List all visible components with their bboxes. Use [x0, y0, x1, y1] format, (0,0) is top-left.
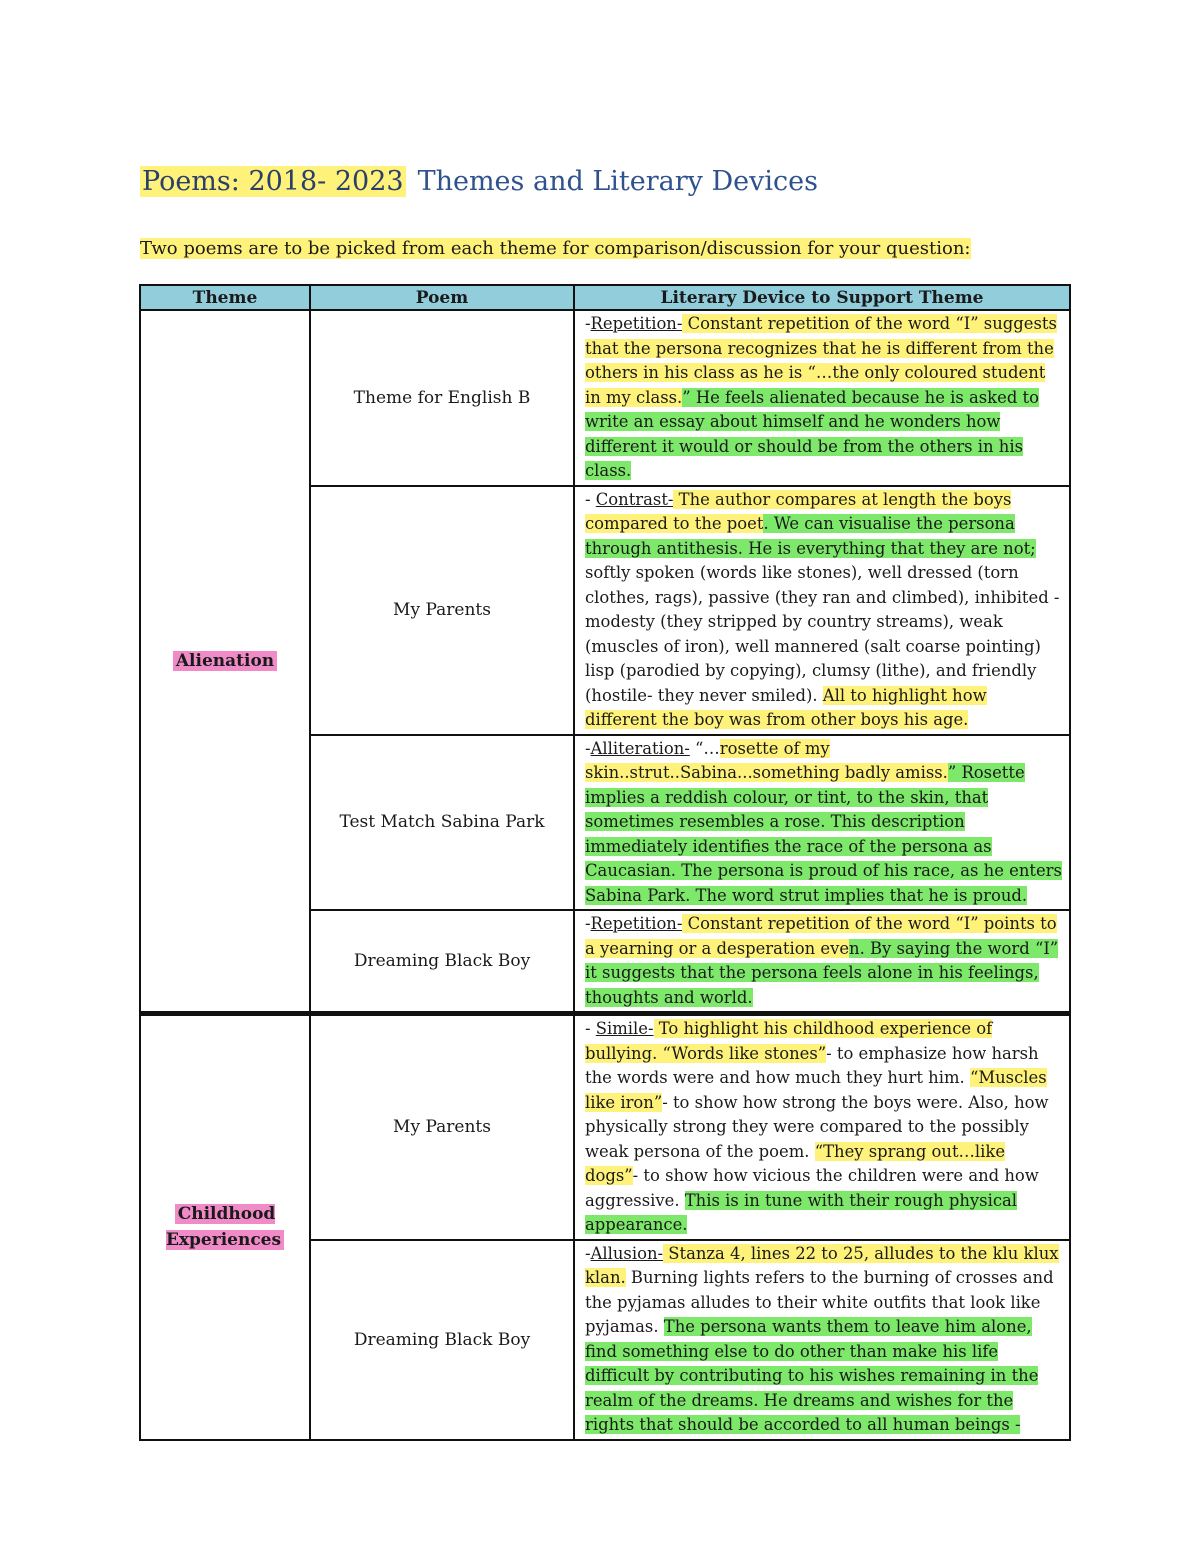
device-text: “Muscles like iron”	[585, 1068, 1047, 1112]
table-row	[140, 310, 1070, 486]
device-text: ” Rosette implies a reddish colour, or tint, to the skin, that sometimes resembles a rose. This description immediately identifies the race of the persona as Caucasian. The persona is proud of his race, as he enters Sabina Park. The word strut implies that he is proud.	[585, 763, 1062, 905]
device-cell	[574, 735, 1070, 911]
device-text: -	[585, 314, 591, 333]
device-text: rosette of my skin..strut..Sabina...something badly amiss.	[585, 738, 948, 782]
device-text: All to highlight how different the boy was from other boys his age.	[585, 685, 987, 729]
device-text: The author compares at length the boys compared to the poet	[585, 489, 1012, 533]
device-text: Burning lights refers to the burning of crosses and the pyjamas alludes to their white outfits that look like pyjamas.	[585, 1268, 1054, 1336]
device-text: “They sprang out…like dogs”	[585, 1141, 1006, 1185]
header-theme: Theme	[140, 285, 310, 310]
title-rest: Themes and Literary Devices	[417, 166, 818, 197]
device-label: Alliteration-	[590, 738, 690, 758]
device-text: He is everything that they are not;	[748, 538, 1036, 558]
device-label: Simile-	[595, 1019, 654, 1038]
device-cell	[574, 1240, 1070, 1440]
device-text: - to emphasize how harsh the words were and how much they hurt him.	[585, 1043, 1039, 1087]
page-subtitle	[140, 238, 971, 259]
device-text: “…	[689, 738, 720, 758]
device-cell	[574, 310, 1070, 486]
device-text: -	[585, 1019, 596, 1038]
device-label: Allusion-	[590, 1243, 664, 1263]
device-text: - to show how strong the boys were. Also, how physically strong they were compared to the possibly weak persona of the poem.	[585, 1092, 1049, 1161]
header-poem: Poem	[310, 285, 574, 310]
device-text: -	[585, 914, 591, 933]
theme-label: Alienation	[173, 651, 277, 671]
poem-cell: My Parents	[310, 1014, 574, 1240]
page-title	[140, 166, 818, 197]
device-cell	[574, 486, 1070, 735]
device-label: Repetition-	[590, 314, 683, 333]
device-text: softly spoken (words like stones), well dressed (torn clothes, rags), passive (they ran and climbed), inhibited - modesty (they stripped by country streams), weak (muscles of iron), well mannered (salt coarse pointing) lisp (parodied by copying), clumsy (lithe), and friendly (hostile- they never smiled).	[585, 563, 1060, 705]
device-label: Repetition-	[590, 914, 683, 933]
poem-cell: Dreaming Black Boy	[310, 1240, 574, 1440]
device-text: This is in tune with their rough physical appearance.	[585, 1190, 1018, 1234]
device-text: -	[585, 738, 591, 758]
device-text: Constant repetition of the word “I” points to a yearning or a desperation eve	[585, 914, 1057, 958]
poem-cell: Theme for English B	[310, 310, 574, 486]
device-text: Constant repetition of the word “I” suggests that the persona recognizes that he is different from the others in his class as he is “…the only coloured student in my class.	[585, 314, 1057, 407]
table-row	[140, 1014, 1070, 1240]
subtitle-text: Two poems are to be picked from each theme for comparison/discussion for your question:	[140, 238, 971, 259]
theme-cell-alienation	[140, 310, 310, 1014]
device-text: . We can visualise the persona through antithesis.	[585, 514, 1015, 558]
poem-cell: My Parents	[310, 486, 574, 735]
device-text: -	[585, 1243, 591, 1263]
device-text: -	[585, 489, 596, 509]
device-text: n. By saying the word “I” it suggests that the persona feels alone in his feelings, thoughts and world.	[585, 938, 1059, 1007]
table-header-row	[140, 285, 1070, 310]
poem-cell: Dreaming Black Boy	[310, 910, 574, 1014]
header-device: Literary Device to Support Theme	[574, 285, 1070, 310]
device-cell	[574, 910, 1070, 1014]
device-text: The persona wants them to leave him alone, find something else to do other than make his life difficult by contributing to his wishes remaining in the realm of the dreams. He dreams and wishes for the rights that should be accorded to all human beings -	[585, 1317, 1039, 1434]
device-cell	[574, 1014, 1070, 1240]
device-text: - to show how vicious the children were and how aggressive.	[585, 1166, 1039, 1210]
device-label: Contrast-	[595, 489, 674, 509]
poem-cell: Test Match Sabina Park	[310, 735, 574, 911]
title-highlight: Poems: 2018- 2023	[142, 166, 404, 197]
theme-cell-childhood	[140, 1014, 310, 1440]
device-text: To highlight his childhood experience of bullying. “Words like stones”	[585, 1019, 993, 1063]
device-text: Stanza 4, lines 22 to 25, alludes to the klu klux klan.	[585, 1243, 1059, 1287]
themes-table	[139, 284, 1071, 1441]
device-text: ” He feels alienated because he is asked to write an essay about himself and he wonders how different it would or should be from the others in his class.	[585, 387, 1039, 480]
theme-label: Childhood Experiences	[166, 1204, 284, 1250]
